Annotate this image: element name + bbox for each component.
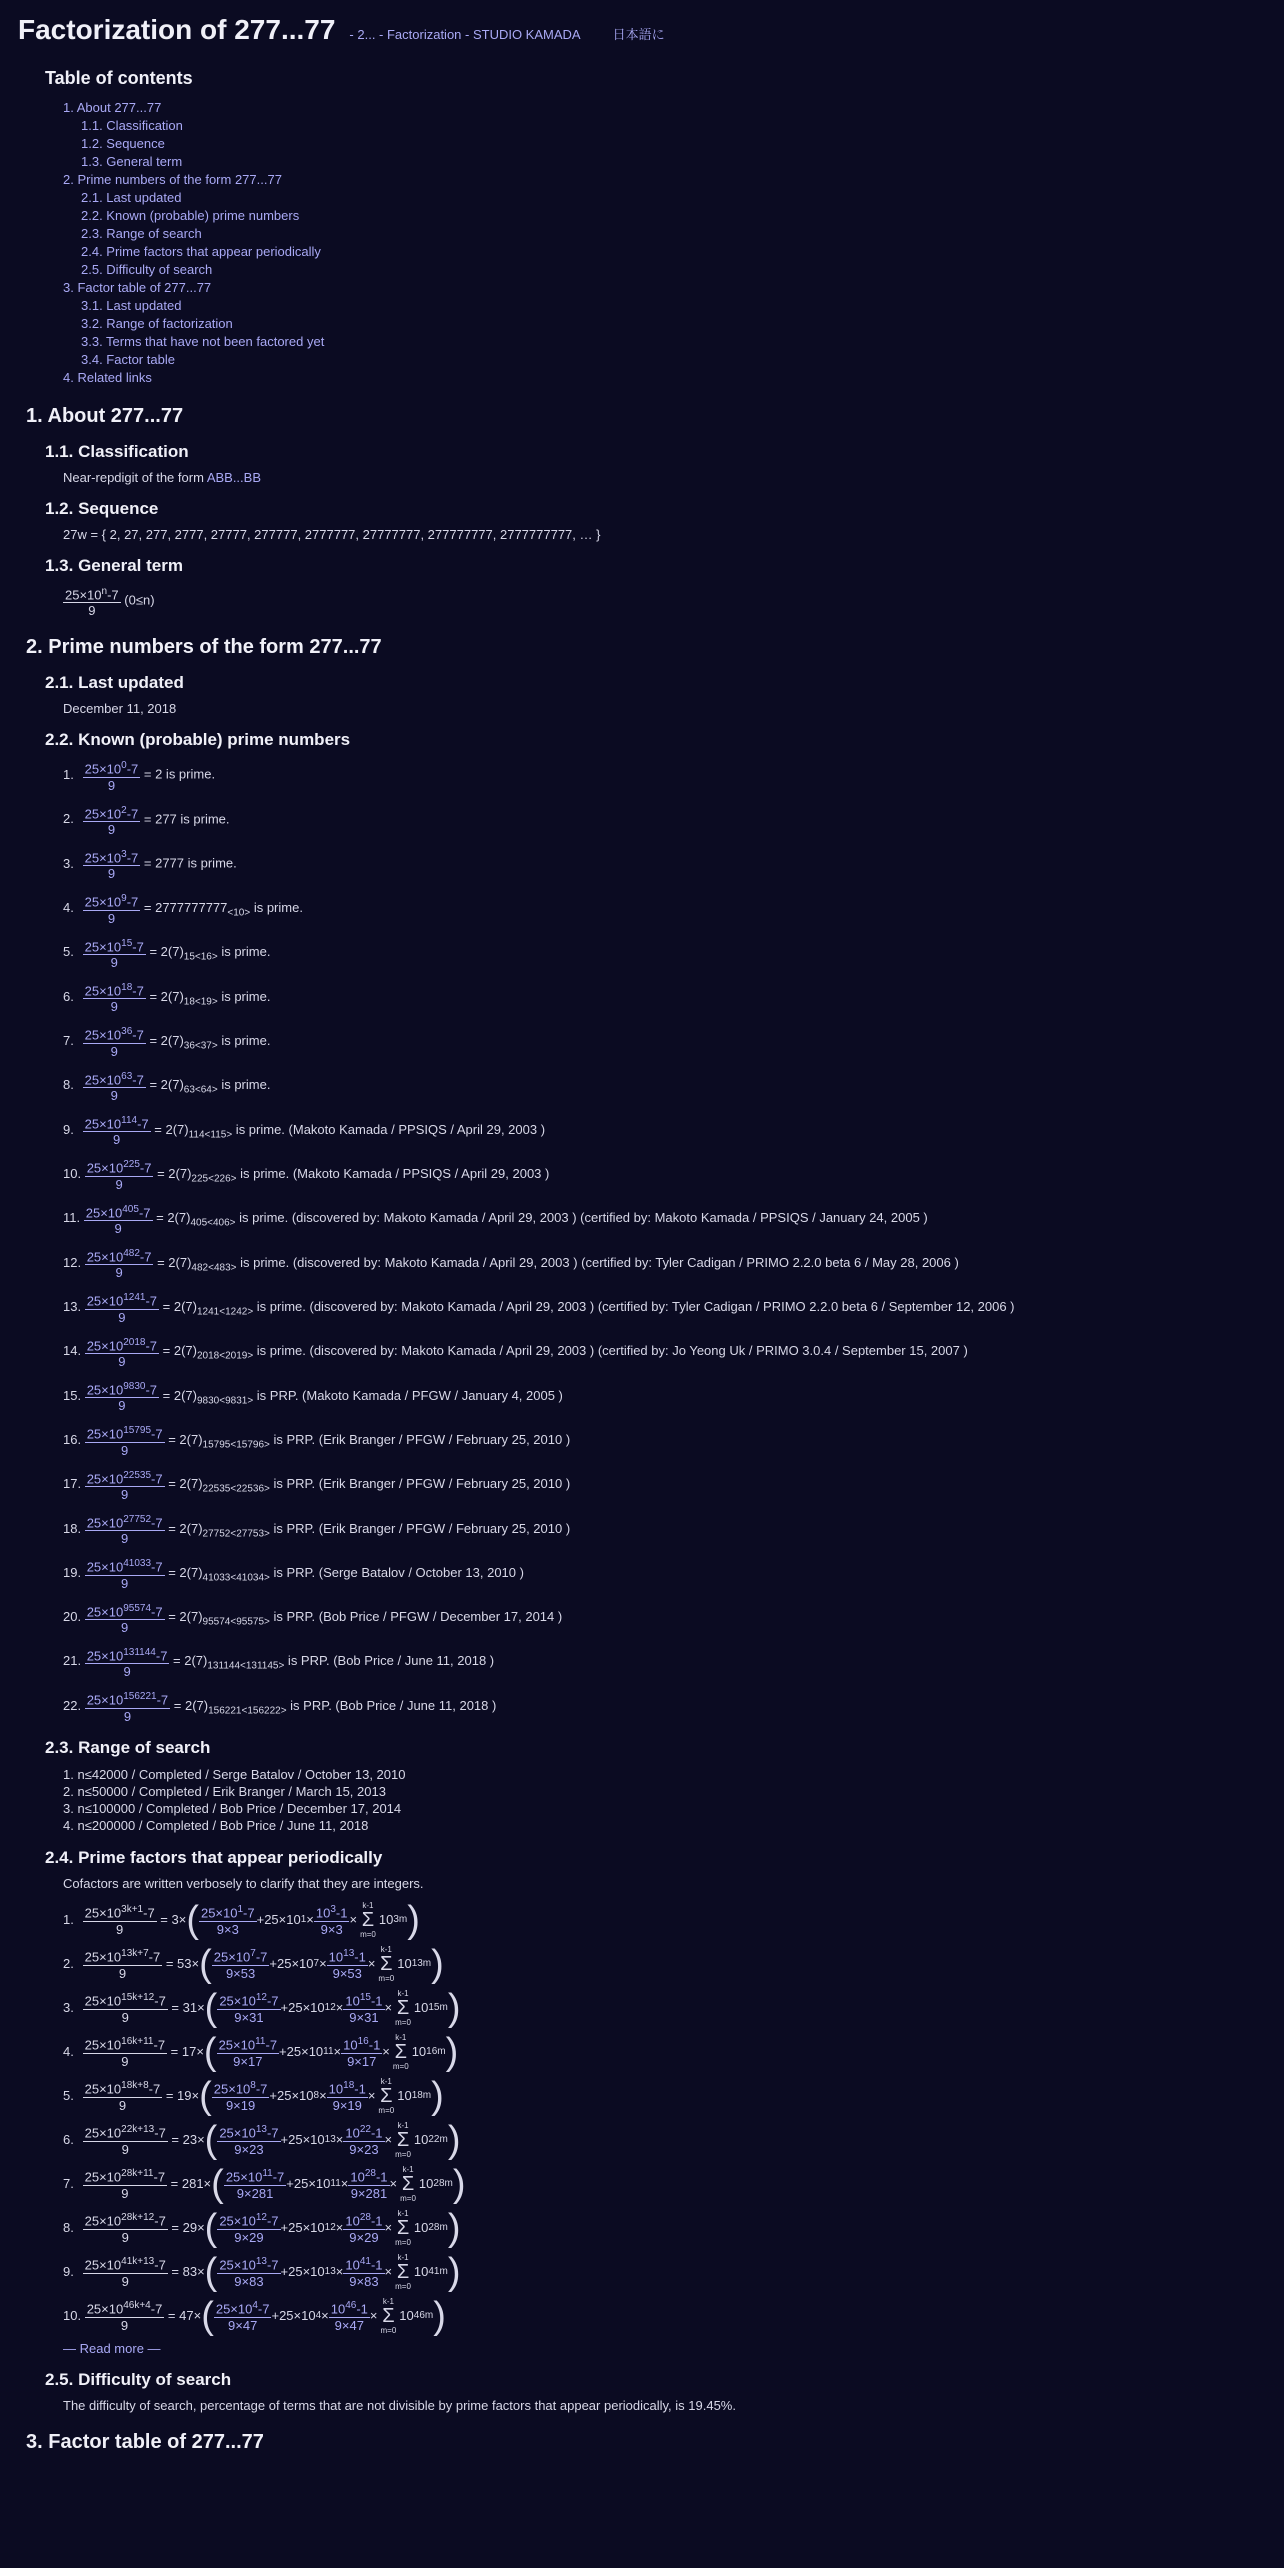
prime-result: = $2(7)_{63<64>}$ is prime. [149,1077,271,1096]
heading-general-term: 1.3. General term [45,556,183,575]
range-item: 1. n≤42000 / Completed / Serge Batalov / October 13, 2010 [63,1766,406,1782]
section-1-title: 1. About 277...77 [26,405,184,427]
prime-formula-link[interactable]: $\frac{25\times 10^{2018}-7}{9}$ [86,1336,158,1369]
prime-formula-link[interactable]: $\frac{25\times 10^{95574}-7}{9}$ [86,1602,163,1635]
periodic-item: 5. $\frac{25\times 10^{18k+8}-7}{9}$ = 19× ( $\frac{25\times 10^8-7}{9\times 19}$ +25×10 8 × $\frac{10^{18}-1}{9\times 19}$ × k-1 Σ m=0 10 18m ) [63,2074,444,2117]
prime-result: = $2(7)_{2018<2019>}$ is prime. (discovered by: Makoto Kamada / April 29, 2003 ) (certified by: Jo Yeong Uk / PRIMO 3.0.4 / September 15, 2007 ) [162,1343,968,1362]
last-updated: December 11, 2018 [63,701,177,717]
toc-subitem[interactable]: 3.3. Terms that have not been factored yet [81,334,325,349]
prime-formula-link[interactable]: $\frac{25\times 10^0-7}{9}$ [84,760,139,793]
section-2-title: 2. Prime numbers of the form 277...77 [26,636,382,659]
breadcrumb[interactable]: - 2... - Factorization - STUDIO KAMADA [349,27,581,42]
prime-formula-link[interactable]: $\frac{25\times 10^{131144}-7}{9}$ [86,1646,168,1680]
prime-result: = 2777 is prime. [143,855,237,871]
prime-result: = $2(7)_{15<16>}$ is prime. [149,944,271,963]
prime-formula-link[interactable]: $\frac{25\times 10^{22535}-7}{9}$ [86,1469,163,1502]
prime-item: 2. $\frac{25\times 10^2-7}{9}$ = 277 is prime. [63,804,230,837]
prime-item: 17. $\frac{25\times 10^{22535}-7}{9}$ = $2(7)_{22535<22536>}$ is PRP. (Erik Branger / PFGW / February 25, 2010 ) [63,1469,571,1502]
prime-formula-link[interactable]: $\frac{25\times 10^{63}-7}{9}$ [84,1070,144,1103]
range-list [63,1766,1266,1834]
range-item: 3. n≤100000 / Completed / Bob Price / December 17, 2014 [63,1800,402,1816]
prime-formula-link[interactable]: $\frac{25\times 10^{27752}-7}{9}$ [86,1513,163,1547]
prime-item: 7. $\frac{25\times 10^{36}-7}{9}$ = $2(7)_{36<37>}$ is prime. [63,1026,271,1059]
prime-formula-link[interactable]: $\frac{25\times 10^{15}-7}{9}$ [84,937,144,970]
prime-formula-link[interactable]: $\frac{25\times 10^{41033}-7}{9}$ [86,1558,163,1591]
heading-difficulty: 2.5. Difficulty of search [45,2369,232,2389]
toc-item[interactable]: 2. Prime numbers of the form 277...77 [63,172,282,187]
prime-result: = $2(7)_{131144<131145>}$ is PRP. (Bob Price / June 11, 2018 ) [173,1653,495,1673]
prime-item: 20. $\frac{25\times 10^{95574}-7}{9}$ = $2(7)_{95574<95575>}$ is PRP. (Bob Price / PFGW / December 17, 2014 ) [63,1602,563,1635]
prime-formula-link[interactable]: $\frac{25\times 10^{36}-7}{9}$ [84,1026,144,1059]
prime-formula-link[interactable]: $\frac{25\times 10^{9830}-7}{9}$ [86,1380,158,1414]
prime-item: 1. $\frac{25\times 10^0-7}{9}$ = 2 is prime. [63,760,216,793]
prime-item: 5. $\frac{25\times 10^{15}-7}{9}$ = $2(7)_{15<16>}$ is prime. [63,937,271,970]
prime-item: 10. $\frac{25\times 10^{225}-7}{9}$ = $2(7)_{225<226>}$ is prime. (Makoto Kamada / PPSIQS / April 29, 2003 ) [63,1159,550,1192]
section-3-title: 3. Factor table of 277...77 [26,2430,264,2453]
prime-result: = $2(7)_{1241<1242>}$ is prime. (discovered by: Makoto Kamada / April 29, 2003 ) (certified by: Tyler Cadigan / PRIMO 2.2.0 beta 6 / September 12, 2006 ) [162,1298,1015,1318]
prime-result: = $2(7)_{27752<27753>}$ is PRP. (Erik Branger / PFGW / February 25, 2010 ) [168,1520,571,1540]
toc-subitem[interactable]: 3.4. Factor table [81,352,175,367]
periodic-item: 9. $\frac{25\times 10^{41k+13}-7}{9}$ = 83× ( $\frac{25\times 10^{13}-7}{9\times 83}$ +25×10 13 × $\frac{10^{41}-1}{9\times 83}$ × k-1 Σ m=0 10 41m ) [63,2250,461,2293]
prime-result: = $2(7)_{156221<156222>}$ is PRP. (Bob Price / June 11, 2018 ) [173,1697,497,1717]
prime-formula-link[interactable]: $\frac{25\times 10^3-7}{9}$ [84,848,139,882]
prime-item: 12. $\frac{25\times 10^{482}-7}{9}$ = $2(7)_{482<483>}$ is prime. (discovered by: Makoto Kamada / April 29, 2003 ) (certified by: Tyler Cadigan / PRIMO 2.2.0 beta 6 / May 28, 2006 ) [63,1247,959,1281]
heading-classification: 1.1. Classification [45,442,189,461]
cofactor-note: Cofactors are written verbosely to clarify that they are integers. [63,1875,424,1891]
difficulty-text: The difficulty of search, percentage of terms that are not divisible by prime factors that appear periodically, is 19.45%. [63,2397,736,2413]
prime-item: 18. $\frac{25\times 10^{27752}-7}{9}$ = $2(7)_{27752<27753>}$ is PRP. (Erik Branger / PFGW / February 25, 2010 ) [63,1513,571,1547]
prime-item: 8. $\frac{25\times 10^{63}-7}{9}$ = $2(7)_{63<64>}$ is prime. [63,1070,271,1103]
prime-result: = $2(7)_{225<226>}$ is prime. (Makoto Kamada / PPSIQS / April 29, 2003 ) [157,1165,550,1185]
range-item: 4. n≤200000 / Completed / Bob Price / June 11, 2018 [63,1817,369,1833]
periodic-item: 2. $\frac{25\times 10^{13k+7}-7}{9}$ = 53× ( $\frac{25\times 10^7-7}{9\times 53}$ +25×10 7 × $\frac{10^{13}-1}{9\times 53}$ × k-1 Σ m=0 10 13m ) [63,1942,444,1985]
page-title: Factorization of 277...77 [18,14,336,45]
periodic-item: 3. $\frac{25\times 10^{15k+12}-7}{9}$ = 31× ( $\frac{25\times 10^{12}-7}{9\times 31}$ +25×10 12 × $\frac{10^{15}-1}{9\times 31}$ × k-1 Σ m=0 10 15m ) [63,1986,461,2029]
prime-result: = $2(7)_{41033<41034>}$ is PRP. (Serge Batalov / October 13, 2010 ) [168,1564,524,1584]
classification-link[interactable]: ABB...BB [206,470,262,485]
prime-formula-link[interactable]: $\frac{25\times 10^{156221}-7}{9}$ [86,1691,169,1724]
heading-known-primes: 2.2. Known (probable) prime numbers [45,730,351,750]
toc-item[interactable]: 4. Related links [63,370,152,385]
prime-formula-link[interactable]: $\frac{25\times 10^{405}-7}{9}$ [85,1203,151,1236]
prime-formula-link[interactable]: $\frac{25\times 10^{15795}-7}{9}$ [86,1425,163,1458]
toc-subitem[interactable]: 1.3. General term [81,154,183,169]
toc-subitem[interactable]: 2.3. Range of search [81,226,202,241]
prime-result: = $2(7)_{18<19>}$ is prime. [149,988,271,1008]
prime-result: = $2777777777_{<10>}$ is prime. [143,899,303,919]
toc-subitem[interactable]: 2.4. Prime factors that appear periodically [81,244,321,259]
prime-formula-link[interactable]: $\frac{25\times 10^{482}-7}{9}$ [86,1247,152,1281]
prime-item: 15. $\frac{25\times 10^{9830}-7}{9}$ = $2(7)_{9830<9831>}$ is PRP. (Makoto Kamada / PFGW / January 4, 2005 ) [63,1380,563,1414]
toc-item[interactable]: 3. Factor table of 277...77 [63,280,212,295]
prime-result: = $2(7)_{95574<95575>}$ is PRP. (Bob Price / PFGW / December 17, 2014 ) [168,1609,563,1628]
prime-formula-link[interactable]: $\frac{25\times 10^{1241}-7}{9}$ [86,1292,158,1325]
toc-subitem[interactable]: 2.1. Last updated [81,190,182,205]
toc-subitem[interactable]: 2.2. Known (probable) prime numbers [81,208,300,223]
periodic-item: 6. $\frac{25\times 10^{22k+13}-7}{9}$ = 23× ( $\frac{25\times 10^{13}-7}{9\times 23}$ +25×10 13 × $\frac{10^{22}-1}{9\times 23}$ × k-1 Σ m=0 10 22m ) [63,2118,461,2161]
heading-last-updated: 2.1. Last updated [45,673,184,693]
toc-subitem[interactable]: 3.1. Last updated [81,298,182,313]
heading-range-of-search: 2.3. Range of search [45,1737,211,1757]
general-term-fraction: $\frac{25\times 10^n-7}{9}$ [65,586,119,619]
general-term: $\frac{25\times 10^n-7}{9}$ (0≤n) [65,586,155,619]
toc-subitem[interactable]: 1.1. Classification [81,118,183,133]
prime-formula-link[interactable]: $\frac{25\times 10^{114}-7}{9}$ [84,1114,149,1148]
prime-item: 16. $\frac{25\times 10^{15795}-7}{9}$ = $2(7)_{15795<15796>}$ is PRP. (Erik Branger / PFGW / February 25, 2010 ) [63,1425,571,1458]
read-more-link[interactable]: — Read more — [63,2340,161,2356]
prime-result: = $2(7)_{405<406>}$ is prime. (discovered by: Makoto Kamada / April 29, 2003 ) (certified by: Makoto Kamada / PPSIQS / January 24, 2005 ) [156,1210,928,1229]
heading-periodic-factors: 2.4. Prime factors that appear periodically [45,1847,383,1867]
periodic-item: 7. $\frac{25\times 10^{28k+11}-7}{9}$ = 281× ( $\frac{25\times 10^{11}-7}{9\times 281}$ +25×10 11 × $\frac{10^{28}-1}{9\times 281}$ × k-1 Σ m=0 10 28m ) [63,2162,466,2205]
prime-formula-link[interactable]: $\frac{25\times 10^{18}-7}{9}$ [84,981,144,1015]
prime-item: 11. $\frac{25\times 10^{405}-7}{9}$ = $2(7)_{405<406>}$ is prime. (discovered by: Makoto Kamada / April 29, 2003 ) (certified by: Makoto Kamada / PPSIQS / January 24, 2005 ) [63,1203,928,1236]
prime-result: = $2(7)_{36<37>}$ is prime. [149,1032,271,1052]
periodic-item: 8. $\frac{25\times 10^{28k+12}-7}{9}$ = 29× ( $\frac{25\times 10^{12}-7}{9\times 29}$ +25×10 12 × $\frac{10^{28}-1}{9\times 29}$ × k-1 Σ m=0 10 28m ) [63,2206,461,2249]
toc-subitem[interactable]: 1.2. Sequence [81,136,165,151]
prime-item: 19. $\frac{25\times 10^{41033}-7}{9}$ = $2(7)_{41033<41034>}$ is PRP. (Serge Batalov / October 13, 2010 ) [63,1558,524,1591]
toc-subitem[interactable]: 3.2. Range of factorization [81,316,233,331]
prime-result: = $2(7)_{22535<22536>}$ is PRP. (Erik Branger / PFGW / February 25, 2010 ) [168,1476,571,1495]
prime-item: 21. $\frac{25\times 10^{131144}-7}{9}$ = $2(7)_{131144<131145>}$ is PRP. (Bob Price / June 11, 2018 ) [63,1646,495,1680]
prime-item: 9. $\frac{25\times 10^{114}-7}{9}$ = $2(7)_{114<115>}$ is prime. (Makoto Kamada / PPSIQS / April 29, 2003 ) [63,1114,546,1148]
heading-sequence: 1.2. Sequence [45,499,159,518]
prime-formula-link[interactable]: $\frac{25\times 10^{225}-7}{9}$ [86,1159,152,1192]
header [18,14,1266,46]
language-link[interactable]: 日本語に [612,27,665,42]
prime-formula-link[interactable]: $\frac{25\times 10^2-7}{9}$ [84,804,139,837]
prime-item: 4. $\frac{25\times 10^9-7}{9}$ = $2777777777_{<10>}$ is prime. [63,893,303,926]
classification: Near-repdigit of the form ABB...BB [63,470,262,485]
prime-item: 13. $\frac{25\times 10^{1241}-7}{9}$ = $2(7)_{1241<1242>}$ is prime. (discovered by: Makoto Kamada / April 29, 2003 ) (certified by: Tyler Cadigan / PRIMO 2.2.0 beta 6 / September 12, 2006 ) [63,1292,1015,1325]
prime-result: = $2(7)_{9830<9831>}$ is PRP. (Makoto Kamada / PFGW / January 4, 2005 ) [162,1387,563,1407]
periodic-item: 1. $\frac{25\times 10^{3k+1}-7}{9}$ = 3× ( $\frac{25\times 10^1-7}{9\times 3}$ +25×10 1 × $\frac{10^3-1}{9\times 3}$ × k-1 Σ m=0 10 3m ) [63,1898,420,1941]
prime-result: = $2(7)_{114<115>}$ is prime. (Makoto Kamada / PPSIQS / April 29, 2003 ) [154,1121,546,1141]
prime-list [63,758,1266,1723]
prime-result: = $2(7)_{15795<15796>}$ is PRP. (Erik Branger / PFGW / February 25, 2010 ) [168,1431,571,1451]
prime-result: = 2 is prime. [143,766,216,782]
table-of-contents [63,99,1266,387]
prime-formula-link[interactable]: $\frac{25\times 10^9-7}{9}$ [84,893,139,926]
sequence: 27w = { 2, 27, 277, 2777, 27777, 277777, 2777777, 27777777, 277777777, 2777777777, … } [63,527,601,542]
periodic-item: 4. $\frac{25\times 10^{16k+11}-7}{9}$ = 17× ( $\frac{25\times 10^{11}-7}{9\times 17}$ +25×10 11 × $\frac{10^{16}-1}{9\times 17}$ × k-1 Σ m=0 10 16m ) [63,2030,459,2073]
prime-result: = 277 is prime. [143,811,230,827]
prime-item: 14. $\frac{25\times 10^{2018}-7}{9}$ = $2(7)_{2018<2019>}$ is prime. (discovered by: Makoto Kamada / April 29, 2003 ) (certified by: Jo Yeong Uk / PRIMO 3.0.4 / September 15, 2007 ) [63,1336,968,1369]
toc-item[interactable]: 1. About 277...77 [63,100,162,115]
periodic-list [63,1898,1266,2337]
prime-result: = $2(7)_{482<483>}$ is prime. (discovered by: Makoto Kamada / April 29, 2003 ) (certified by: Tyler Cadigan / PRIMO 2.2.0 beta 6 / May 28, 2006 ) [157,1254,959,1274]
periodic-item: 10. $\frac{25\times 10^{46k+4}-7}{9}$ = 47× ( $\frac{25\times 10^4-7}{9\times 47}$ +25×10 4 × $\frac{10^{46}-1}{9\times 47}$ × k-1 Σ m=0 10 46m ) [63,2294,446,2337]
toc-title: Table of contents [45,68,193,88]
toc-subitem[interactable]: 2.5. Difficulty of search [81,262,213,277]
range-item: 2. n≤50000 / Completed / Erik Branger / March 15, 2013 [63,1783,386,1799]
prime-item: 3. $\frac{25\times 10^3-7}{9}$ = 2777 is prime. [63,848,237,882]
prime-item: 22. $\frac{25\times 10^{156221}-7}{9}$ = $2(7)_{156221<156222>}$ is PRP. (Bob Price / June 11, 2018 ) [63,1691,497,1724]
prime-item: 6. $\frac{25\times 10^{18}-7}{9}$ = $2(7)_{18<19>}$ is prime. [63,981,271,1015]
